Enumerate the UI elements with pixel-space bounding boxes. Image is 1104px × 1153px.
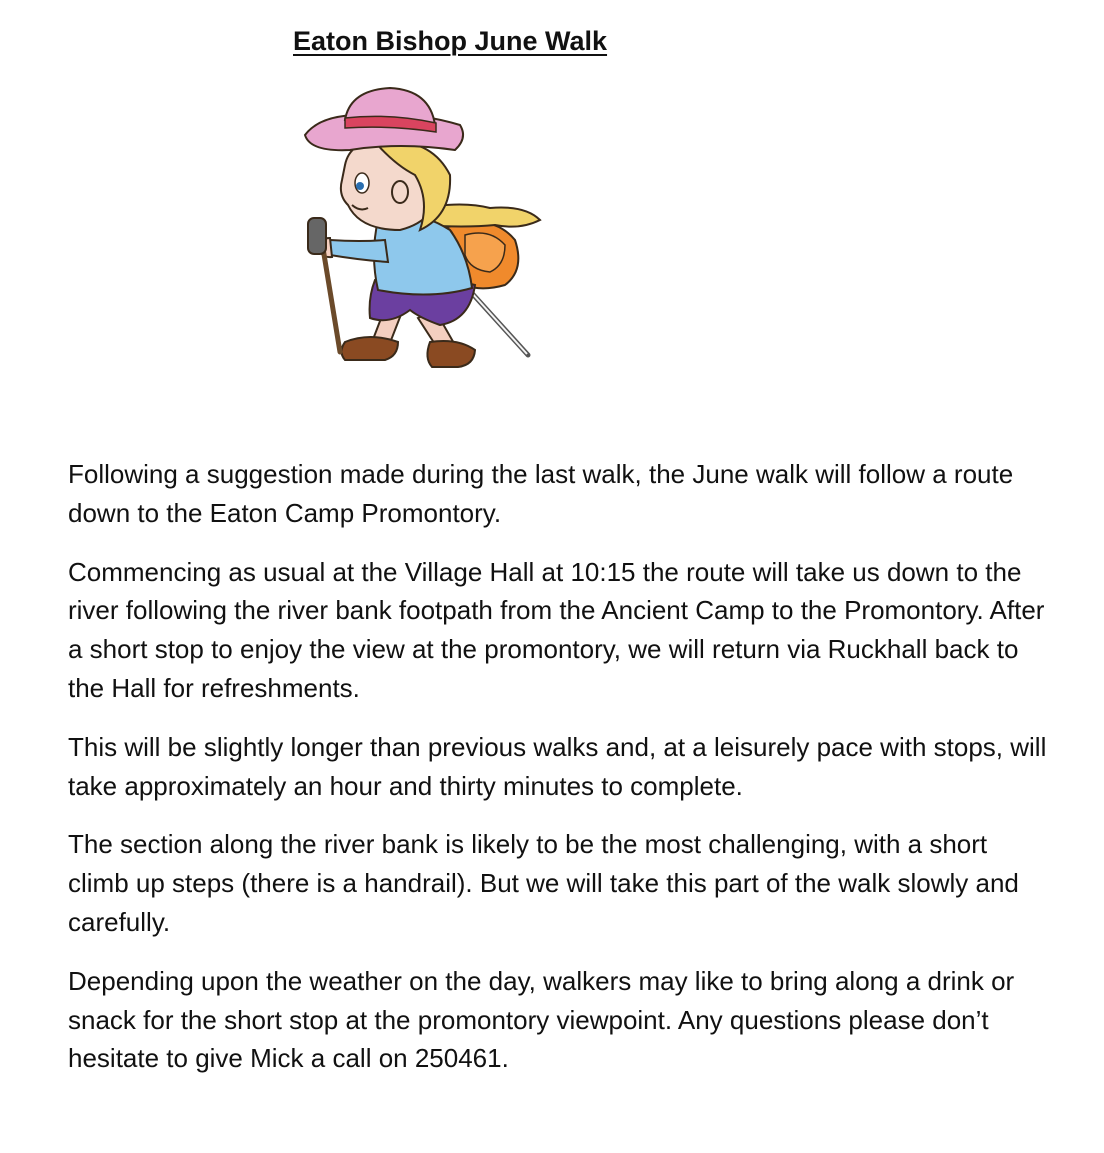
- hat-icon: [305, 88, 463, 150]
- paragraph: Commencing as usual at the Village Hall at 10:15 the route will take us down to the river following the river bank footpath from the Ancient Camp to the Promontory. After a short stop to enjoy the view at the promontory, we will return via Ruckhall back to the Hall for refreshments.: [68, 556, 1045, 703]
- document-body: [68, 455, 1048, 1098]
- hiker-head: [341, 138, 450, 230]
- hiker-illustration: [290, 80, 550, 380]
- paragraph: This will be slightly longer than previous walks and, at a leisurely pace with stops, will take approximately an hour and thirty minutes to complete.: [68, 731, 1047, 801]
- paragraph: Depending upon the weather on the day, walkers may like to bring along a drink or snack for the short stop at the promontory viewpoint. Any questions please don’t hesitate to give Mick a call on 250461.: [68, 965, 1015, 1074]
- paragraph: Following a suggestion made during the last walk, the June walk will follow a route down to the Eaton Camp Promontory.: [68, 459, 1014, 528]
- paragraph: The section along the river bank is likely to be the most challenging, with a short climb up steps (there is a handrail). But we will take this part of the walk slowly and carefully.: [68, 829, 1019, 937]
- document-title: Eaton Bishop June Walk: [293, 26, 608, 56]
